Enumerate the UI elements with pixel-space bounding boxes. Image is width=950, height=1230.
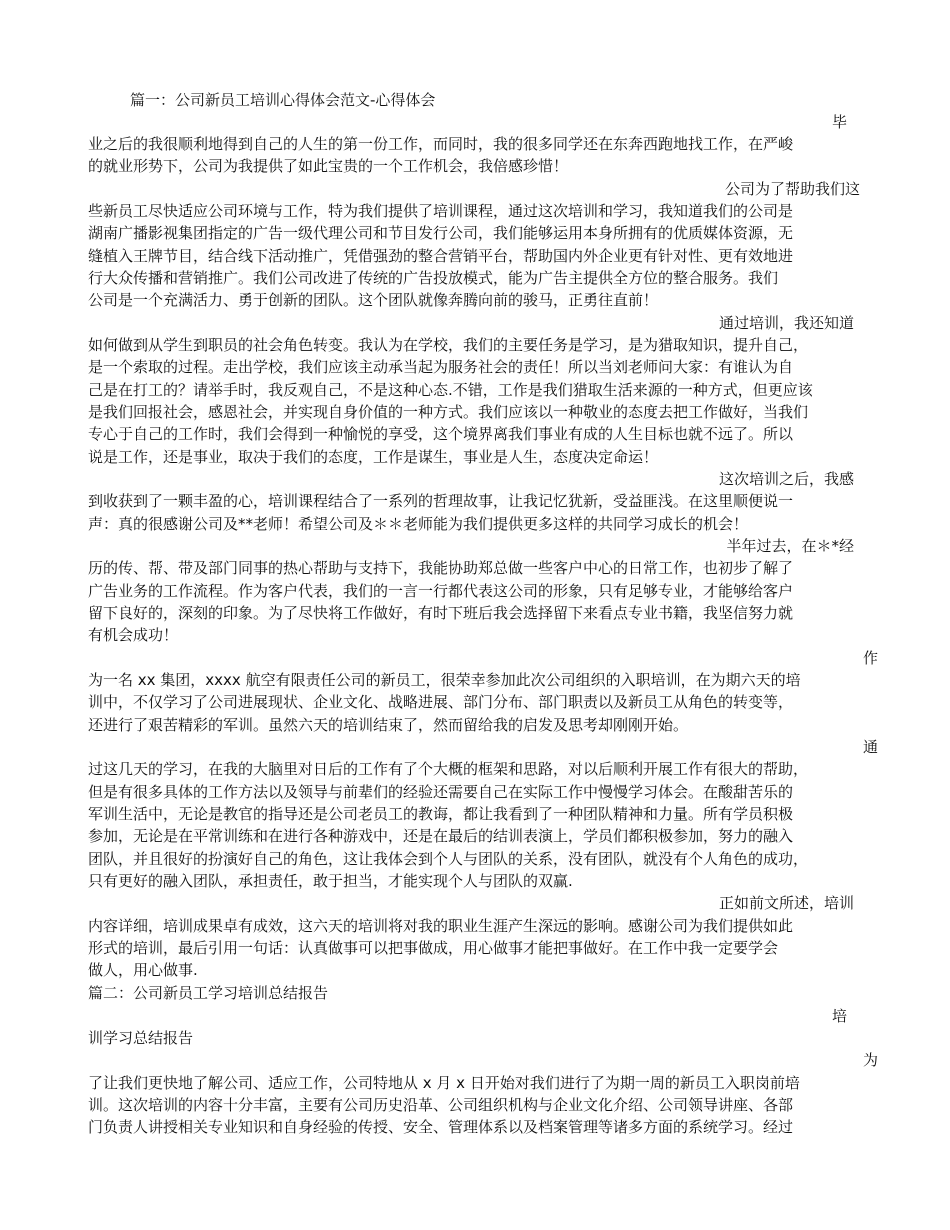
text-line: 的就业形势下，公司为我提供了如此宝贵的一个工作机会，我倍感珍惜！ [88, 157, 569, 175]
section-heading-2: 篇二：公司新员工学习培训总结报告 [88, 984, 329, 1002]
text-line: 广告业务的工作流程。作为客户代表，我们的一言一行都代表这公司的形象，只有足够专业，才能够给客户 [88, 582, 794, 600]
text-line: 是我们回报社会，感恩社会，并实现自身价值的一种方式。我们应该以一种敬业的态度去把工作做好，当我们 [88, 403, 809, 421]
text-line: 历的传、帮、带及部门同事的热心帮助与支持下，我能协助郑总做一些客户中心的日常工作，也初步了解了 [88, 559, 794, 577]
text-line: 缝植入王牌节目，结合线下活动推广，凭借强劲的整合营销平台，帮助国内外企业更有针对性、更有效地进 [88, 247, 794, 265]
text-line: 业之后的我很顺利地得到自己的人生的第一份工作，而同时，我的很多同学还在东奔西跑地找工作，在严峻 [88, 135, 794, 153]
paragraph-start: 通过培训，我还知道 [718, 314, 854, 332]
text-line: 为一名 xx 集团，xxxx 航空有限责任公司的新员工，很荣幸参加此次公司组织的入职培训，在为期六天的培 [88, 671, 801, 689]
report-title: 训学习总结报告 [88, 1029, 194, 1047]
text-line: 还进行了艰苦精彩的军训。虽然六天的培训结束了，然而留给我的启发及思考却刚刚开始。 [88, 716, 689, 734]
text-line: 形式的培训，最后引用一句话：认真做事可以把事做成，用心做事才能把事做好。在工作中我一定要学会 [88, 939, 779, 957]
text-line: 留下良好的，深刻的印象。为了尽快将工作做好，有时下班后我会选择留下来看点专业书籍，我坚信努力就 [88, 604, 794, 622]
text-line: 到收获到了一颗丰盈的心，培训课程结合了一系列的哲理故事，让我记忆犹新，受益匪浅。在这里顺便说一 [88, 492, 794, 510]
text-line: 公司是一个充满活力、勇于创新的团队。这个团队就像奔腾向前的骏马，正勇往直前！ [88, 291, 659, 309]
text-line: 己是在打工的？请举手时，我反观自己，不是这种心态.不错，工作是我们猎取生活来源的一种方式，但更应该 [88, 381, 813, 399]
text-line: 门负责人讲授相关专业知识和自身经验的传授、安全、管理体系以及档案管理等诸多方面的系统学习。经过 [88, 1118, 794, 1136]
text-line: 些新员工尽快适应公司环境与工作，特为我们提供了培训课程，通过这次培训和学习，我知道我们的公司是 [88, 202, 794, 220]
paragraph-start: 半年过去，在＊*经 [726, 537, 854, 555]
text-line: 是一个索取的过程。走出学校，我们应该主动承当起为服务社会的责任！所以当刘老师问大家：有谁认为自 [88, 358, 794, 376]
text-line: 了让我们更快地了解公司、适应工作，公司特地从 x 月 x 日开始对我们进行了为期一周的新员工入职岗前培 [88, 1074, 800, 1092]
paragraph-start: 正如前文所述，培训 [718, 894, 854, 912]
text-line: 如何做到从学生到职员的社会角色转变。我认为在学校，我们的主要任务是学习，是为猎取知识，提升自己， [88, 336, 809, 354]
paragraph-start: 毕 [831, 113, 847, 131]
paragraph-start: 公司为了帮助我们这 [724, 180, 860, 198]
text-line: 行大众传播和营销推广。我们公司改进了传统的广告投放模式，能为广告主提供全方位的整合服务。我们 [88, 269, 779, 287]
paragraph-start: 这次培训之后，我感 [718, 470, 854, 488]
text-line: 做人，用心做事. [88, 961, 198, 979]
text-line: 只有更好的融入团队，承担责任，敢于担当，才能实现个人与团队的双赢. [88, 872, 573, 890]
paragraph-start: 培 [831, 1007, 847, 1025]
text-line: 说是工作，还是事业，取决于我们的态度，工作是谋生，事业是人生，态度决定命运！ [88, 448, 659, 466]
text-line: 过这几天的学习，在我的大脑里对日后的工作有了个大概的框架和思路，对以后顺利开展工作有很大的帮助， [88, 760, 809, 778]
text-line: 内容详细，培训成果卓有成效，这六天的培训将对我的职业生涯产生深远的影响。感谢公司为我们提供如此 [88, 917, 794, 935]
paragraph-start: 作 [862, 649, 878, 667]
text-line: 团队，并且很好的扮演好自己的角色，这让我体会到个人与团队的关系，没有团队，就没有个人角色的成功， [88, 850, 809, 868]
text-line: 训。这次培训的内容十分丰富，主要有公司历史沿革、公司组织机构与企业文化介绍、公司领导讲座、各部 [88, 1096, 794, 1114]
text-line: 参加，无论是在平常训练和在进行各种游戏中，还是在最后的结训表演上，学员们都积极参加，努力的融入 [88, 827, 794, 845]
text-line: 但是有很多具体的工作方法以及领导与前辈们的经验还需要自己在实际工作中慢慢学习体会。在酸甜苦乐的 [88, 783, 794, 801]
text-line: 湖南广播影视集团指定的广告一级代理公司和节目发行公司，我们能够运用本身所拥有的优质媒体资源，无 [88, 224, 794, 242]
text-line: 有机会成功！ [88, 626, 179, 644]
text-line: 声：真的很感谢公司及**老师！希望公司及＊＊老师能为我们提供更多这样的共同学习成长的机会！ [88, 515, 749, 533]
text-line: 专心于自己的工作时，我们会得到一种愉悦的享受，这个境界离我们事业有成的人生目标也就不远了。所以 [88, 425, 794, 443]
text-line: 训中，不仅学习了公司进展现状、企业文化、战略进展、部门分布、部门职责以及新员工从角色的转变等， [88, 693, 794, 711]
text-line: 军训生活中，无论是教官的指导还是公司老员工的教诲，都让我看到了一种团队精神和力量。所有学员积极 [88, 805, 794, 823]
section-heading-1: 篇一：公司新员工培训心得体会范文-心得体会 [130, 91, 436, 109]
paragraph-start: 为 [862, 1051, 878, 1069]
paragraph-start: 通 [862, 738, 878, 756]
